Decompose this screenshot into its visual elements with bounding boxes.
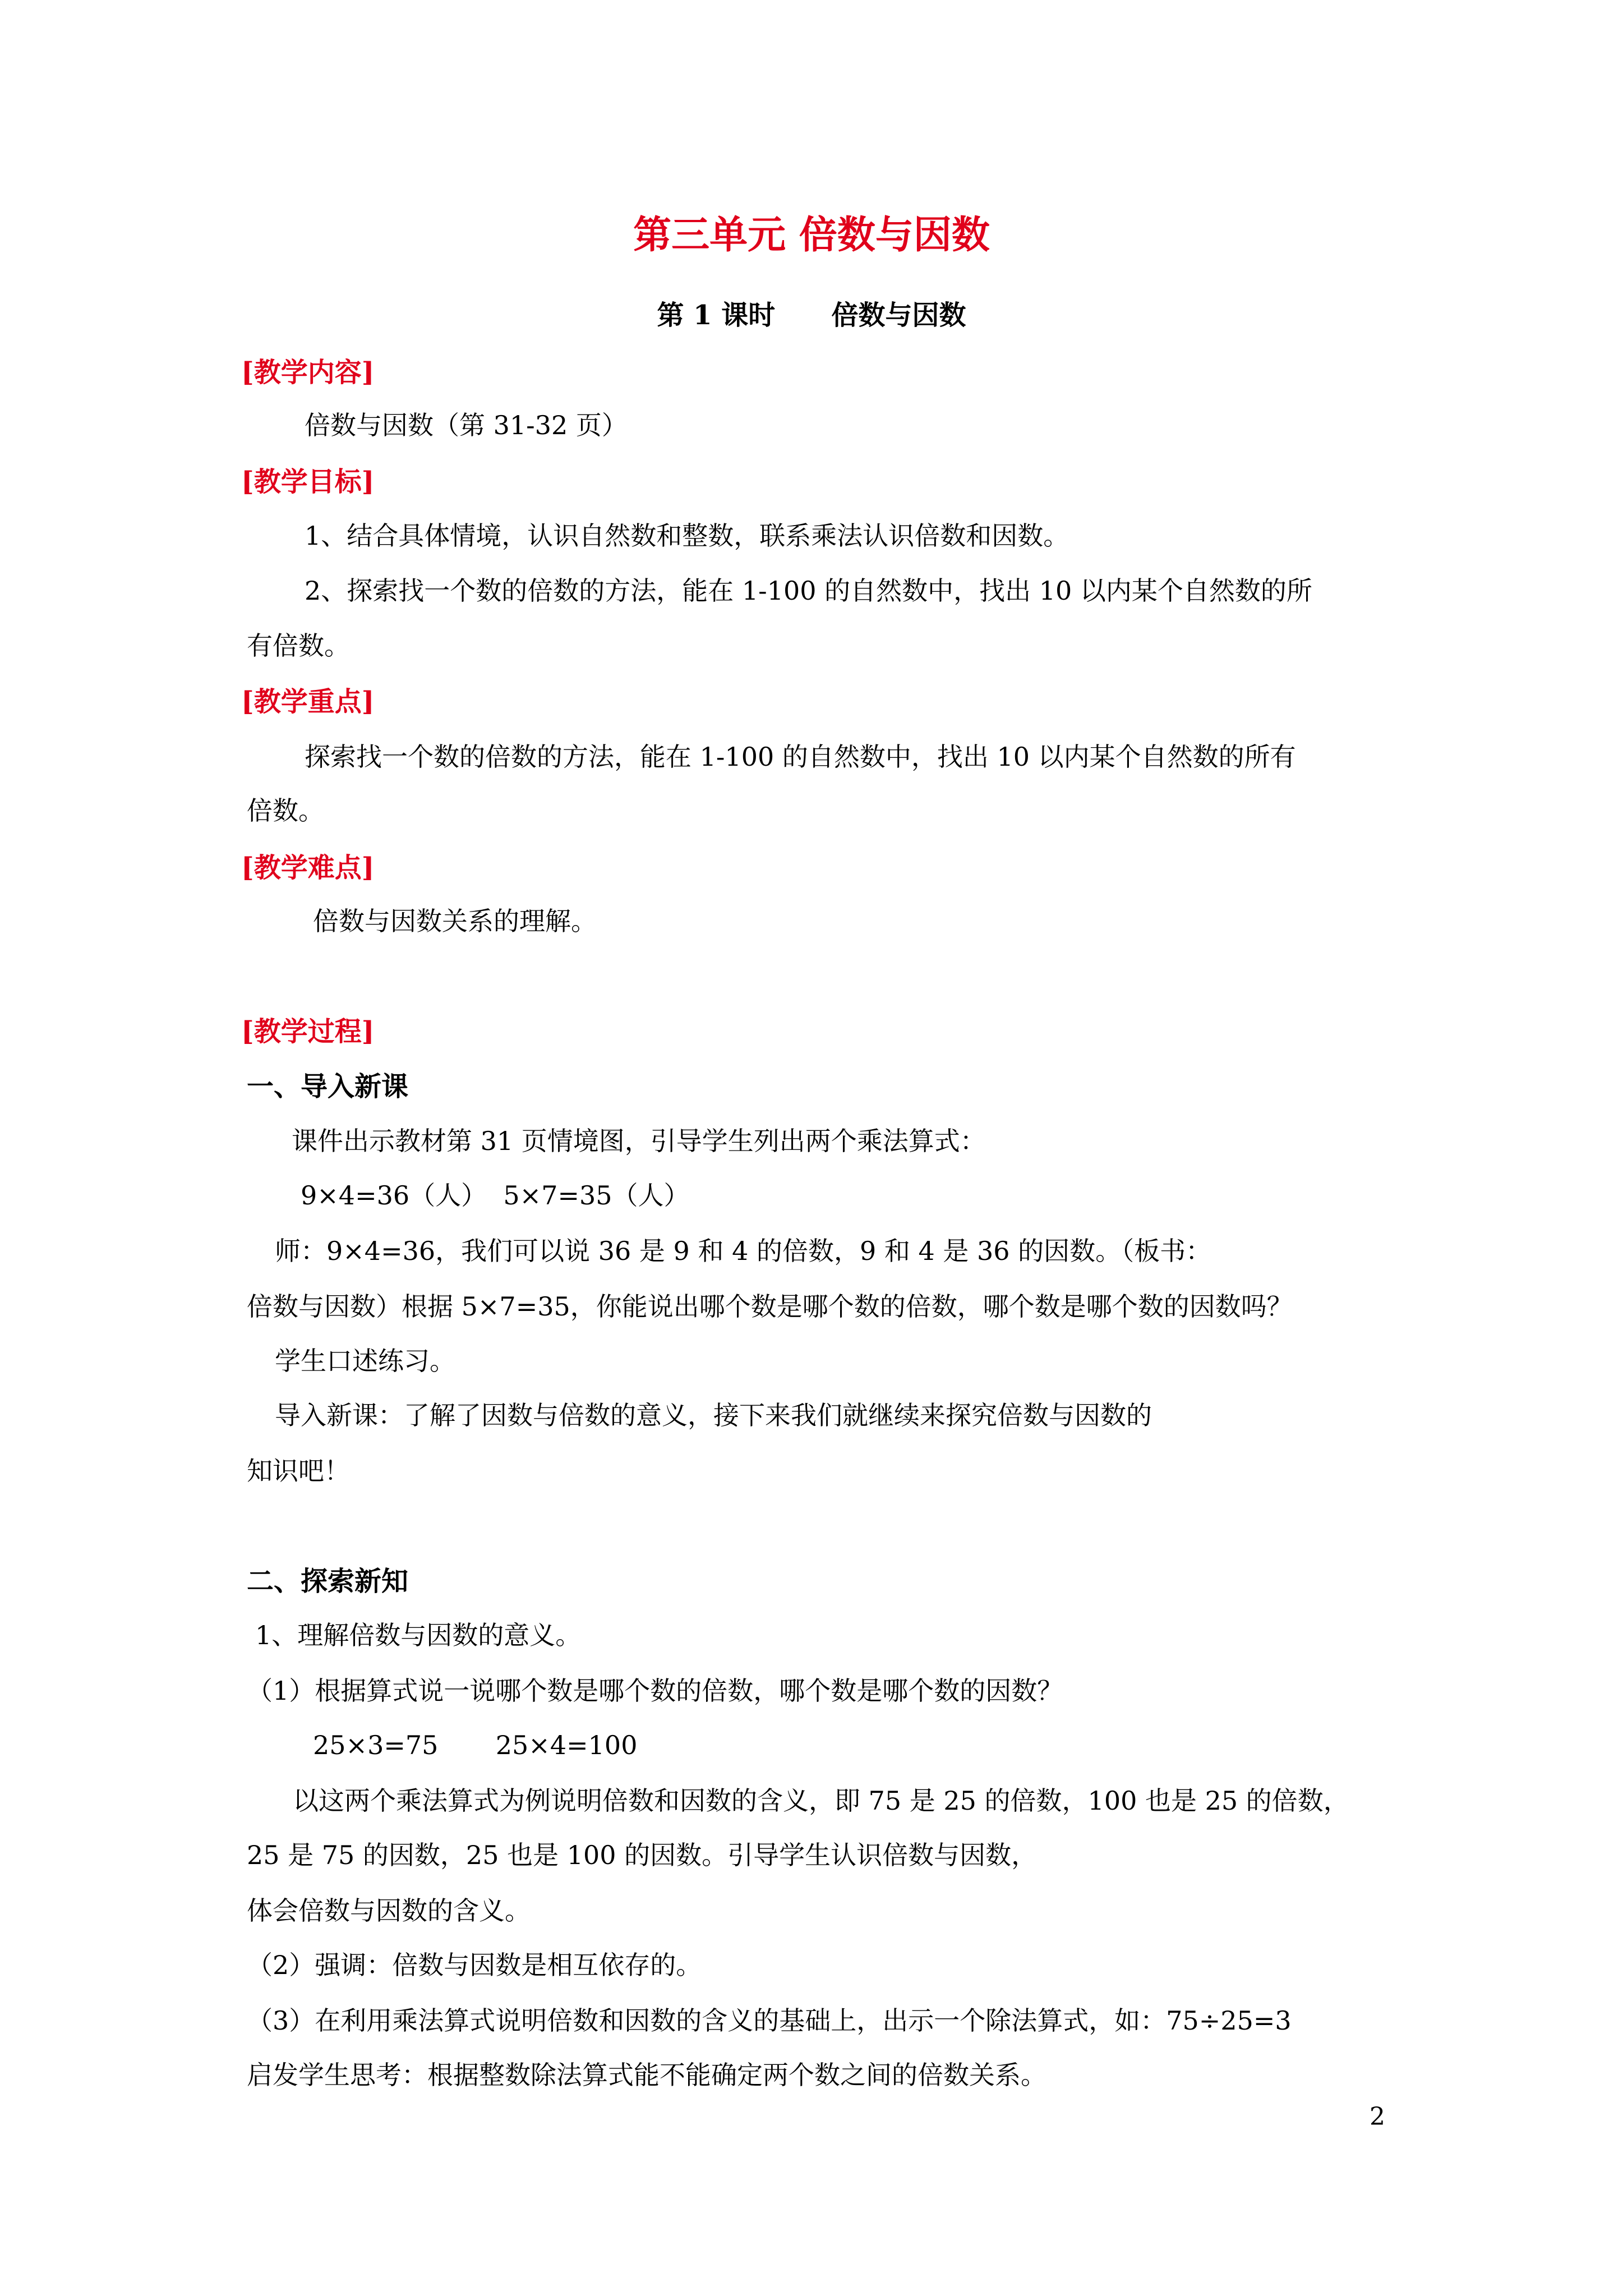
part1-line2: 9×4=36（人） 5×7=35（人） bbox=[301, 1180, 690, 1211]
part1-line3: 师：9×4=36，我们可以说 36 是 9 和 4 的倍数，9 和 4 是 36 的因数。（板书： bbox=[275, 1236, 1212, 1266]
goal-2-line2: 有倍数。 bbox=[247, 631, 350, 661]
part1-line7: 知识吧！ bbox=[247, 1456, 350, 1486]
part2-line5: 25 是 75 的因数，25 也是 100 的因数。引导学生认识倍数与因数， bbox=[247, 1840, 1038, 1870]
page-number: 2 bbox=[1370, 2102, 1385, 2131]
part2-line2: （1）根据算式说一说哪个数是哪个数的倍数，哪个数是哪个数的因数？ bbox=[247, 1676, 1063, 1706]
part2-line4: 以这两个乘法算式为例说明倍数和因数的含义，即 75 是 25 的倍数，100 也是 25 的倍数， bbox=[293, 1786, 1349, 1816]
part1-line1: 课件出示教材第 31 页情境图，引导学生列出两个乘法算式： bbox=[292, 1126, 986, 1156]
part2-line1: 1、理解倍数与因数的意义。 bbox=[255, 1620, 582, 1650]
heading-difficult-points: [教学难点] bbox=[241, 852, 375, 884]
part1-line4: 倍数与因数）根据 5×7=35，你能说出哪个数是哪个数的倍数，哪个数是哪个数的因数吗？ bbox=[247, 1291, 1293, 1322]
part2-line6: 体会倍数与因数的含义。 bbox=[247, 1895, 531, 1926]
heading-teaching-goals: [教学目标] bbox=[241, 466, 375, 498]
teaching-content-text: 倍数与因数（第 31-32 页） bbox=[305, 410, 628, 440]
part2-heading: 二、探索新知 bbox=[247, 1566, 409, 1597]
goal-1: 1、结合具体情境，认识自然数和整数，联系乘法认识倍数和因数。 bbox=[305, 521, 1069, 551]
part2-line7: （2）强调：倍数与因数是相互依存的。 bbox=[247, 1950, 702, 1980]
heading-key-points: [教学重点] bbox=[241, 686, 375, 717]
part2-line9: 启发学生思考：根据整数除法算式能不能确定两个数之间的倍数关系。 bbox=[247, 2060, 1046, 2090]
part1-heading: 一、导入新课 bbox=[247, 1071, 409, 1102]
key-points-line2: 倍数。 bbox=[247, 795, 324, 826]
part2-line8: （3）在利用乘法算式说明倍数和因数的含义的基础上，出示一个除法算式，如：75÷25=3 bbox=[247, 2005, 1292, 2036]
unit-title: 第三单元 倍数与因数 bbox=[633, 213, 990, 257]
part1-line6: 导入新课：了解了因数与倍数的意义，接下来我们就继续来探究倍数与因数的 bbox=[275, 1400, 1152, 1430]
heading-teaching-process: [教学过程] bbox=[241, 1016, 375, 1047]
goal-2-line1: 2、探索找一个数的倍数的方法，能在 1-100 的自然数中，找出 10 以内某个自然数的所 bbox=[305, 576, 1312, 606]
difficult-points-text: 倍数与因数关系的理解。 bbox=[313, 906, 597, 936]
key-points-line1: 探索找一个数的倍数的方法，能在 1-100 的自然数中，找出 10 以内某个自然数的所有 bbox=[305, 742, 1296, 772]
heading-teaching-content: [教学内容] bbox=[241, 357, 375, 388]
part2-line3: 25×3=75 25×4=100 bbox=[313, 1730, 638, 1760]
lesson-subtitle: 第 1 课时 倍数与因数 bbox=[657, 300, 966, 331]
part1-line5: 学生口述练习。 bbox=[275, 1346, 455, 1376]
